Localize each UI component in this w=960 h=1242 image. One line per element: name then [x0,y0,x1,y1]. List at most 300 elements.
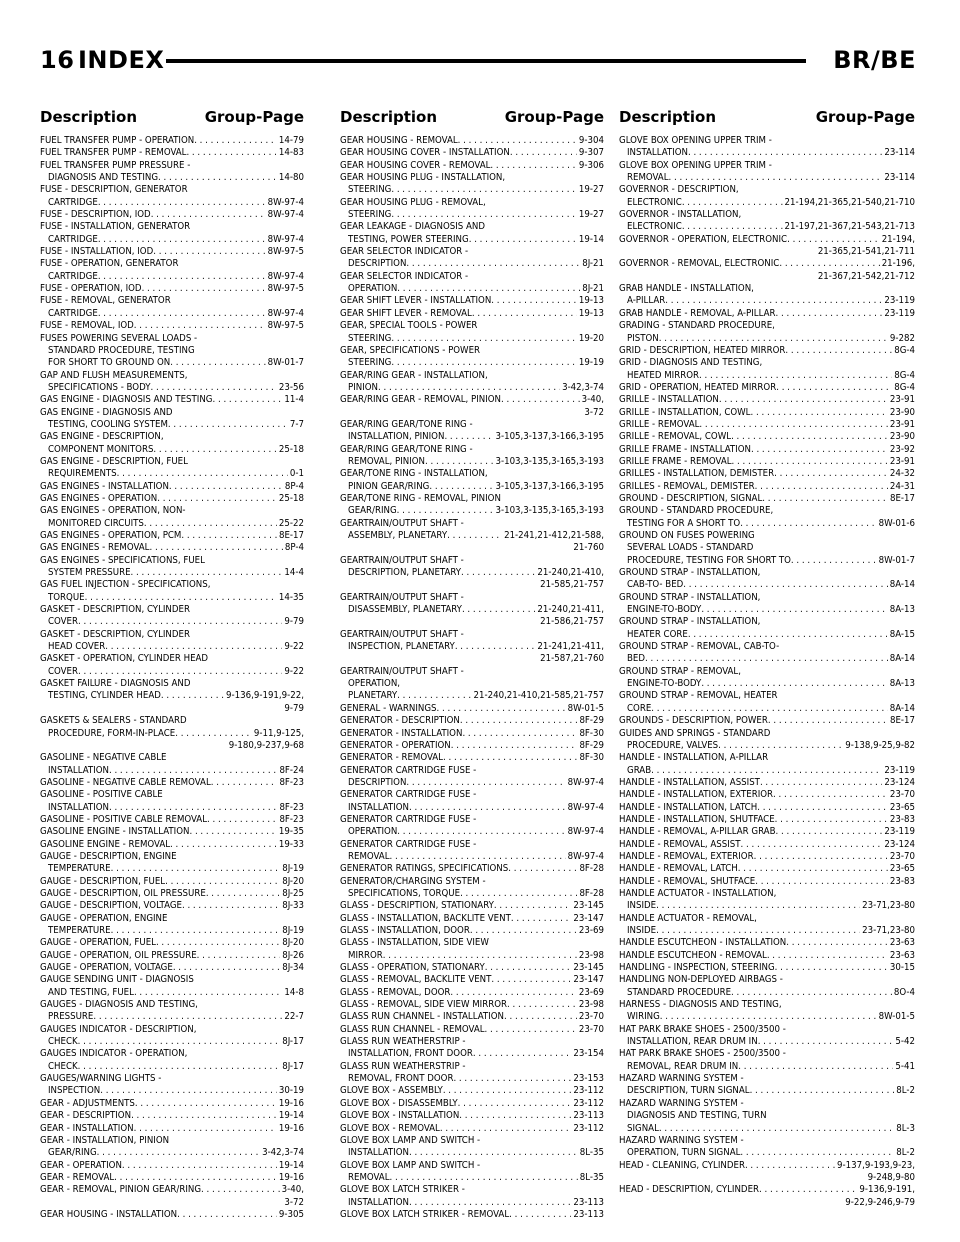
index-entry [340,555,604,592]
entry-page: 8L-2 [896,1147,915,1159]
index-entry [40,752,304,777]
entry-text: PROCEDURE, FORM-IN-PLACE [48,727,176,739]
entry-leader-line [40,481,304,493]
leader-dots [85,592,277,604]
entry-line: HAT PARK BRAKE SHOES - 2500/3500 - [619,1023,786,1035]
entry-text: REMOVAL [348,850,390,862]
entry-leader-line [40,962,304,974]
entry-page: 23-112 [573,1122,604,1134]
index-entry [40,937,304,949]
leader-dots [173,962,280,974]
entry-text: PISTON [627,332,659,344]
index-entry [340,1098,604,1110]
leader-dots [122,1160,277,1172]
entry-leader-line [340,715,604,727]
leader-dots [731,987,892,999]
entry-page: 23-65 [889,863,915,875]
entry-line: GROUND STRAP - REMOVAL, CAB-TO- [619,641,780,653]
leader-dots [168,419,288,431]
entry-text: REMOVAL, PINION [348,455,425,467]
index-entry [619,407,915,419]
index-entry [40,826,304,838]
index-column-2 [340,107,604,1221]
entry-page: 14-79 [278,135,304,146]
leader-dots [459,1110,571,1122]
entry-text: PINION [348,381,378,393]
leader-dots [787,234,880,246]
index-entry [619,690,915,715]
entry-leader-line [40,950,304,962]
column-heading [619,107,915,127]
entry-text: GRILLE FRAME - INSTALLATION [619,443,751,455]
entry-line: GAS ENGINES - SPECIFICATIONS, FUEL [40,554,205,566]
entry-text: DIAGNOSIS AND TESTING [48,172,159,184]
entry-leader-line [619,394,915,406]
entry-page: 8W-97-4 [267,307,304,319]
leader-dots [98,234,266,246]
leader-dots [775,814,888,826]
entry-text: TEMPERATURE [48,925,111,936]
leader-dots [470,925,577,937]
entry-page: 21-240,21-410,21-585,21-757 [473,690,604,702]
entry-text: HANDLE - INSTALLATION, LATCH [619,801,758,813]
entry-leader-line [619,703,915,715]
entry-line: GEAR, SPECIFICATIONS - POWER [340,344,481,356]
entry-page: 8W-97-4 [267,233,304,245]
entry-page: 8F-29 [579,715,604,727]
header-rule [166,59,806,63]
entry-page: 8J-33 [282,900,304,912]
leader-dots [659,333,888,345]
entry-text: INSTALLATION [348,801,409,813]
entry-leader-line [619,629,915,641]
entry-line: GLASS RUN WEATHERSTRIP - [340,1036,466,1048]
leader-dots [683,579,887,591]
index-entry [40,456,304,481]
entry-line: GEARTRAIN/OUTPUT SHAFT - [340,665,464,677]
page-number: 16 [40,46,75,74]
leader-dots [699,419,888,431]
entry-page: 23-91 [889,418,915,430]
entry-line: GLOVE BOX OPENING UPPER TRIM - [619,159,772,171]
index-entry [40,950,304,962]
entry-line: GLOVE BOX LATCH STRIKER - [340,1184,465,1196]
entry-line: GAUGES INDICATOR - DESCRIPTION, [40,1023,197,1035]
index-entry [340,703,604,715]
entry-page: 3-103,3-135,3-165,3-193 [495,455,604,467]
heading-description: Description [40,108,138,126]
entry-text: TESTING, POWER STEERING [348,233,469,245]
index-entry [340,715,604,727]
leader-dots [751,407,888,419]
entry-page-continued: 21-365,21-541,21-711 [817,246,915,258]
entry-leader-line [619,777,915,789]
index-entry [619,444,915,456]
leader-dots [507,999,577,1011]
leader-dots [776,382,892,394]
entry-leader-line [40,802,304,814]
leader-dots [750,1085,895,1097]
entry-text: HEAD - CLEANING, CYLINDER [619,1159,745,1171]
index-entry [40,1073,304,1098]
entry-leader-line [340,802,604,814]
entry-page: 19-35 [278,826,304,838]
entry-page: 7-7 [289,418,304,430]
index-entry [40,407,304,432]
entry-leader-line [340,1123,604,1135]
leader-dots [158,172,277,184]
entry-text: GAUGE - OPERATION, OIL PRESSURE [40,949,197,961]
entry-text: GAS ENGINES - OPERATION [40,492,158,504]
index-entry [40,542,304,554]
entry-leader-line [40,209,304,221]
entry-line: GENERATOR/CHARGING SYSTEM - [340,875,486,887]
index-entry [40,851,304,876]
entry-leader-line [619,147,915,159]
entry-text: HANDLE - INSTALLATION, SHUTFACE [619,813,775,825]
entry-page: 14-83 [278,147,304,159]
entry-page: 23-71,23-80 [862,925,915,936]
leader-dots [458,1098,572,1110]
entry-list [619,135,915,1209]
leader-dots [754,851,888,863]
entry-page: 8F-23 [279,801,304,813]
leader-dots [151,209,266,221]
entry-text: HEATED MIRROR [627,369,699,381]
entry-page: 9-282 [889,332,915,344]
leader-dots [105,641,282,653]
entry-page: 23-147 [573,974,604,986]
leader-dots [473,1048,572,1060]
leader-dots [149,542,282,554]
entry-page: 9-22 [284,641,304,653]
entry-page: 9-307 [578,147,604,159]
entry-line: FUSE - REMOVAL, GENERATOR [40,295,171,307]
entry-text: OPERATION, TURN SIGNAL [627,1147,741,1159]
leader-dots [656,900,860,912]
index-entry [340,752,604,764]
index-entry [619,184,915,209]
entry-line: DIAGNOSIS AND TESTING, TURN [627,1110,767,1122]
entry-page: 8J-25 [282,887,304,899]
entry-page: 8F-24 [279,764,304,776]
entry-text: COVER [48,665,79,677]
index-entry [40,1123,304,1135]
index-entry [340,740,604,752]
entry-leader-line [40,690,304,702]
index-entry [340,221,604,246]
leader-dots [201,1184,280,1196]
entry-leader-line [40,1123,304,1135]
entry-page: 9-136,9-191, [859,1184,915,1196]
index-entry [40,678,304,715]
page-header [40,46,916,80]
entry-text: GRILLES - INSTALLATION, DEMISTER [619,468,775,480]
index-entry [340,394,604,419]
entry-leader-line [40,876,304,888]
leader-dots [682,197,783,209]
entry-page: 23-91 [889,455,915,467]
entry-leader-line [40,246,304,258]
entry-text: HANDLE - REMOVAL, SHUTFACE [619,875,756,887]
entry-line: HANDLING NON-DEPLOYED AIRBAGS - [619,974,783,986]
entry-page: 23-63 [889,937,915,949]
entry-leader-line [340,567,604,579]
leader-dots [443,1085,572,1097]
entry-leader-line [340,283,604,295]
entry-page: 14-8 [284,986,304,998]
entry-line: GEARTRAIN/OUTPUT SHAFT - [340,517,464,529]
entry-leader-line [619,579,915,591]
leader-dots [791,555,877,567]
entry-leader-line [340,394,604,406]
index-entry [619,382,915,394]
entry-text: GASOLINE - NEGATIVE CABLE REMOVAL [40,776,211,788]
entry-text: GOVERNOR - REMOVAL, ELECTRONIC [619,258,780,270]
entry-page: 8J-20 [282,937,304,949]
entry-line: GAUGE SENDING UNIT - DIAGNOSIS [40,974,194,986]
entry-line: GLASS RUN WEATHERSTRIP - [340,1060,466,1072]
entry-page: 8W-97-5 [267,320,304,332]
entry-text: CARTRIDGE [48,307,98,319]
entry-leader-line [340,184,604,196]
entry-leader-line [619,1123,915,1135]
entry-page: 23-154 [573,1048,604,1060]
entry-line: FUSE - OPERATION, GENERATOR [40,258,179,270]
entry-line: GEARTRAIN/OUTPUT SHAFT - [340,554,464,566]
entry-leader-line [619,407,915,419]
entry-leader-line [619,802,915,814]
entry-page: 9-138,9-25,9-82 [845,739,915,751]
index-entry [340,863,604,875]
entry-text: CARTRIDGE [48,270,98,282]
entry-text: ENGINE-TO-BODY [627,604,702,616]
entry-page: 8E-17 [889,715,915,727]
leader-dots [440,1123,572,1135]
leader-dots [665,295,882,307]
entry-page: 8W-97-5 [267,246,304,258]
entry-text: GASOLINE - POSITIVE CABLE REMOVAL [40,813,208,825]
leader-dots [767,950,888,962]
leader-dots [131,1110,277,1122]
entry-text: INSPECTION, PLANETARY [348,641,455,653]
entry-page: 19-14 [578,233,604,245]
entry-leader-line [40,382,304,394]
entry-leader-line [40,641,304,653]
index-entry [619,345,915,357]
index-entry [619,962,915,974]
entry-page: 8J-21 [582,283,604,295]
entry-text: GASOLINE ENGINE - REMOVAL [40,838,171,850]
entry-page: 23-98 [578,949,604,961]
leader-dots [134,1123,277,1135]
entry-text: COMPONENT MONITORS [48,443,154,455]
entry-text: INSPECTION [48,1085,101,1097]
entry-text: TESTING, COOLING SYSTEM [48,418,168,430]
leader-dots [409,1197,571,1209]
entry-line: GEAR/RING GEAR - INSTALLATION, [340,369,488,381]
leader-dots [510,147,577,159]
entry-leader-line [340,456,604,468]
leader-dots [699,370,892,382]
index-entry [619,320,915,345]
leader-dots [98,197,266,209]
entry-page: 21-241,21-412,21-588, [504,530,604,541]
entry-text: FUEL TRANSFER PUMP - REMOVAL [40,147,187,159]
entry-page: 8W-97-4 [567,826,604,838]
leader-dots [701,678,887,690]
entry-text: CARTRIDGE [48,233,98,245]
entry-leader-line [40,728,304,740]
entry-leader-line [340,1073,604,1085]
entry-leader-line [40,147,304,159]
heading-description: Description [619,108,717,126]
entry-leader-line [40,468,304,480]
entry-line: GAUGES INDICATOR - OPERATION, [40,1048,188,1060]
entry-leader-line [340,333,604,345]
entry-page: 3-40, [581,394,604,406]
index-entry [619,481,915,493]
entry-text: SPECIFICATIONS, TORQUE [348,887,461,899]
entry-line: GROUND ON FUSES POWERING [619,530,755,541]
index-entry [40,1209,304,1221]
entry-line: HAZARD WARNING SYSTEM - [619,1073,744,1085]
entry-text: HEAD - DESCRIPTION, CYLINDER [619,1184,760,1196]
entry-text: GEAR - OPERATION [40,1159,122,1171]
entry-page: 19-16 [278,1122,304,1134]
entry-leader-line [340,1098,604,1110]
index-entry [619,913,915,938]
entry-text: STEERING [348,209,392,221]
entry-page: 23-147 [573,912,604,924]
leader-dots [738,1061,893,1073]
entry-text: GLASS - REMOVAL, SIDE VIEW MIRROR [340,999,507,1011]
entry-page: 8A-15 [889,628,915,640]
entry-leader-line [40,530,304,542]
entry-page: 23-70 [578,1011,604,1023]
entry-line: GASKET - DESCRIPTION, CYLINDER [40,604,190,616]
leader-dots [462,728,577,740]
entry-text: TEMPERATURE [48,863,111,875]
entry-text: PROCEDURE, VALVES [627,739,719,751]
leader-dots [397,690,471,702]
entry-text: GRILLE - REMOVAL, COWL [619,431,732,443]
index-entry [340,1209,604,1221]
entry-leader-line [340,295,604,307]
entry-text: GLASS RUN CHANNEL - INSTALLATION [340,1011,504,1023]
entry-line: GOVERNOR - DESCRIPTION, [619,184,739,196]
entry-page: 22-7 [284,1011,304,1023]
entry-page: 3-42,3-74 [562,381,604,393]
entry-leader-line [619,234,915,246]
index-entry [619,308,915,320]
index-entry [340,1135,604,1160]
index-entry [340,937,604,962]
leader-dots [117,468,288,480]
leader-dots [759,1184,857,1196]
entry-page: 5-41 [895,1060,915,1072]
entry-page-continued: 21-586,21-757 [540,616,604,628]
entry-text: STEERING [348,184,392,196]
leader-dots [175,728,252,740]
index-entry [619,1098,915,1135]
leader-dots [78,666,282,678]
index-entry [40,320,304,332]
leader-dots [397,505,494,517]
entry-text: HEATER CORE [627,628,688,640]
entry-line: GEAR HOUSING PLUG - REMOVAL, [340,196,486,208]
entry-leader-line [340,851,604,863]
entry-text: GROUNDS - DESCRIPTION, POWER [619,715,768,727]
entry-page: 14-4 [284,567,304,579]
entry-text: GRAB [627,764,652,776]
entry-page: 19-33 [278,838,304,850]
leader-dots [153,246,265,258]
entry-page: 9-79 [284,616,304,628]
entry-page: 23-124 [884,776,915,788]
entry-line: GASKETS & SEALERS - STANDARD [40,715,187,727]
page-title: INDEX [78,46,165,74]
entry-text: GLASS - REMOVAL, DOOR [340,986,451,998]
entry-page: 19-27 [578,184,604,196]
index-entry [619,209,915,234]
entry-text: GAS ENGINES - REMOVAL [40,542,150,554]
entry-text: GRID - DESCRIPTION, HEATED MIRROR [619,344,786,356]
entry-page: 19-20 [578,332,604,344]
entry-text: ASSEMBLY, PLANETARY [348,530,448,541]
entry-line: HAZARD WARNING SYSTEM - [619,1097,744,1109]
entry-text: GEAR HOUSING COVER - INSTALLATION [340,147,510,159]
entry-leader-line [619,518,915,530]
entry-text: STEERING [348,357,392,369]
index-entry [619,1024,915,1049]
entry-line: SEVERAL LOADS - STANDARD [627,542,754,554]
leader-dots [776,826,883,838]
entry-line: GAUGES/WARNING LIGHTS - [40,1073,162,1085]
entry-text: DESCRIPTION [348,258,407,270]
entry-line: GEAR SELECTOR INDICATOR - [340,246,469,258]
leader-dots [391,184,577,196]
index-entry [340,789,604,814]
entry-text: HANDLE - INSTALLATION, ASSIST [619,776,760,788]
entry-line: GROUND STRAP - INSTALLATION, [619,616,761,628]
leader-dots [409,802,566,814]
entry-line: GEARTRAIN/OUTPUT SHAFT - [340,628,464,640]
entry-leader-line [340,925,604,937]
entry-page-continued: 21-585,21-757 [540,579,604,591]
entry-leader-line [340,913,604,925]
entry-leader-line [619,826,915,838]
entry-leader-line [619,456,915,468]
entry-line: OPERATION, [348,678,401,690]
leader-dots [757,802,888,814]
leader-dots [161,690,224,702]
leader-dots [785,345,892,357]
entry-text: GLOVE BOX - ASSEMBLY [340,1085,443,1097]
heading-group-page: Group-Page [815,108,915,126]
leader-dots [153,444,277,456]
leader-dots [206,888,280,900]
entry-leader-line [619,555,915,567]
entry-page: 8P-4 [284,480,304,492]
entry-leader-line [40,1085,304,1097]
entry-leader-line [340,431,604,443]
entry-line: GROUND STRAP - INSTALLATION, [619,567,761,579]
entry-page: 8G-4 [894,369,915,381]
entry-leader-line [619,678,915,690]
entry-text: PLANETARY [348,690,398,702]
entry-page: 8G-4 [894,381,915,393]
